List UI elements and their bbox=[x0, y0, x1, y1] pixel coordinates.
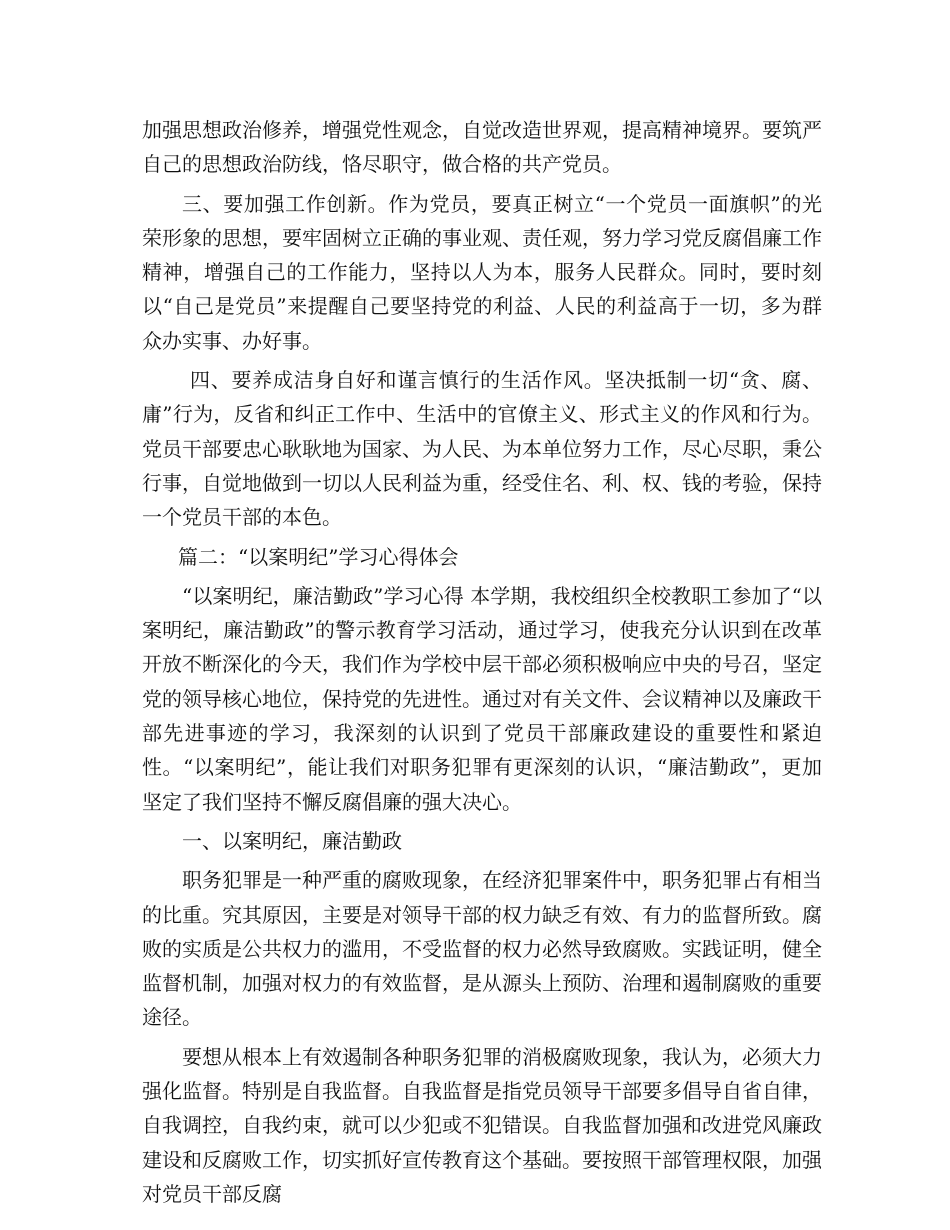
paragraph-article-two-intro: “以案明纪，廉洁勤政”学习心得 本学期，我校组织全校教职工参加了“以案明纪，廉洁勤政”的警示教育学习活动，通过学习，使我充分认识到在改革开放不断深化的今天，我们作为学校中层干部必须积极响应中央的号召，坚定党的领导核心地位，保持党的先进性。通过对有关文件、会议精神以及廉政干部先进事迹的学习，我深刻的认识到了党员干部廉政建设的重要性和紧迫性。“以案明纪”，能让我们对职务犯罪有更深刻的认识，“廉洁勤政”，更加坚定了我们坚持不懈反腐倡廉的强大决心。 bbox=[142, 583, 822, 814]
paragraph-section-four: 四、要养成洁身自好和谨言慎行的生活作风。坚决抵制一切“贪、腐、庸”行为，反省和纠正工作中、生活中的官僚主义、形式主义的作风和行为。党员干部要忠心耿耿地为国家、为人民、为本单位努力工作，尽心尽职，秉公行事，自觉地做到一切以人民利益为重，经受住名、利、权、钱的考验，保持一个党员干部的本色。 bbox=[142, 368, 822, 530]
document-body bbox=[142, 113, 822, 1211]
article-two-heading: 篇二：“以案明纪”学习心得体会 bbox=[178, 544, 459, 569]
section-one-heading: 一、以案明纪，廉洁勤政 bbox=[182, 828, 402, 853]
paragraph-section-three: 三、要加强工作创新。作为党员，要真正树立“一个党员一面旗帜”的光荣形象的思想，要牢固树立正确的事业观、责任观，努力学习党反腐倡廉工作精神，增强自己的工作能力，坚持以人为本，服务人民群众。同时，要时刻以“自己是党员”来提醒自己要坚持党的利益、人民的利益高于一切，多为群众办实事、办好事。 bbox=[142, 191, 822, 353]
paragraph-self-supervision: 要想从根本上有效遏制各种职务犯罪的消极腐败现象，我认为，必须大力强化监督。特别是自我监督。自我监督是指党员领导干部要多倡导自省自律，自我调控，自我约束，就可以少犯或不犯错误。自我监督加强和改进党风廉政建设和反腐败工作，切实抓好宣传教育这个基础。要按照干部管理权限，加强对党员干部反腐 bbox=[142, 1044, 822, 1206]
paragraph-job-crime: 职务犯罪是一种严重的腐败现象，在经济犯罪案件中，职务犯罪占有相当的比重。究其原因，主要是对领导干部的权力缺乏有效、有力的监督所致。腐败的实质是公共权力的滥用，不受监督的权力必然导致腐败。实践证明，健全监督机制，加强对权力的有效监督，是从源头上预防、治理和遏制腐败的重要途径。 bbox=[142, 868, 822, 1030]
paragraph-continuation: 加强思想政治修养，增强党性观念，自觉改造世界观，提高精神境界。要筑严自己的思想政治防线，恪尽职守，做合格的共产党员。 bbox=[142, 118, 822, 177]
